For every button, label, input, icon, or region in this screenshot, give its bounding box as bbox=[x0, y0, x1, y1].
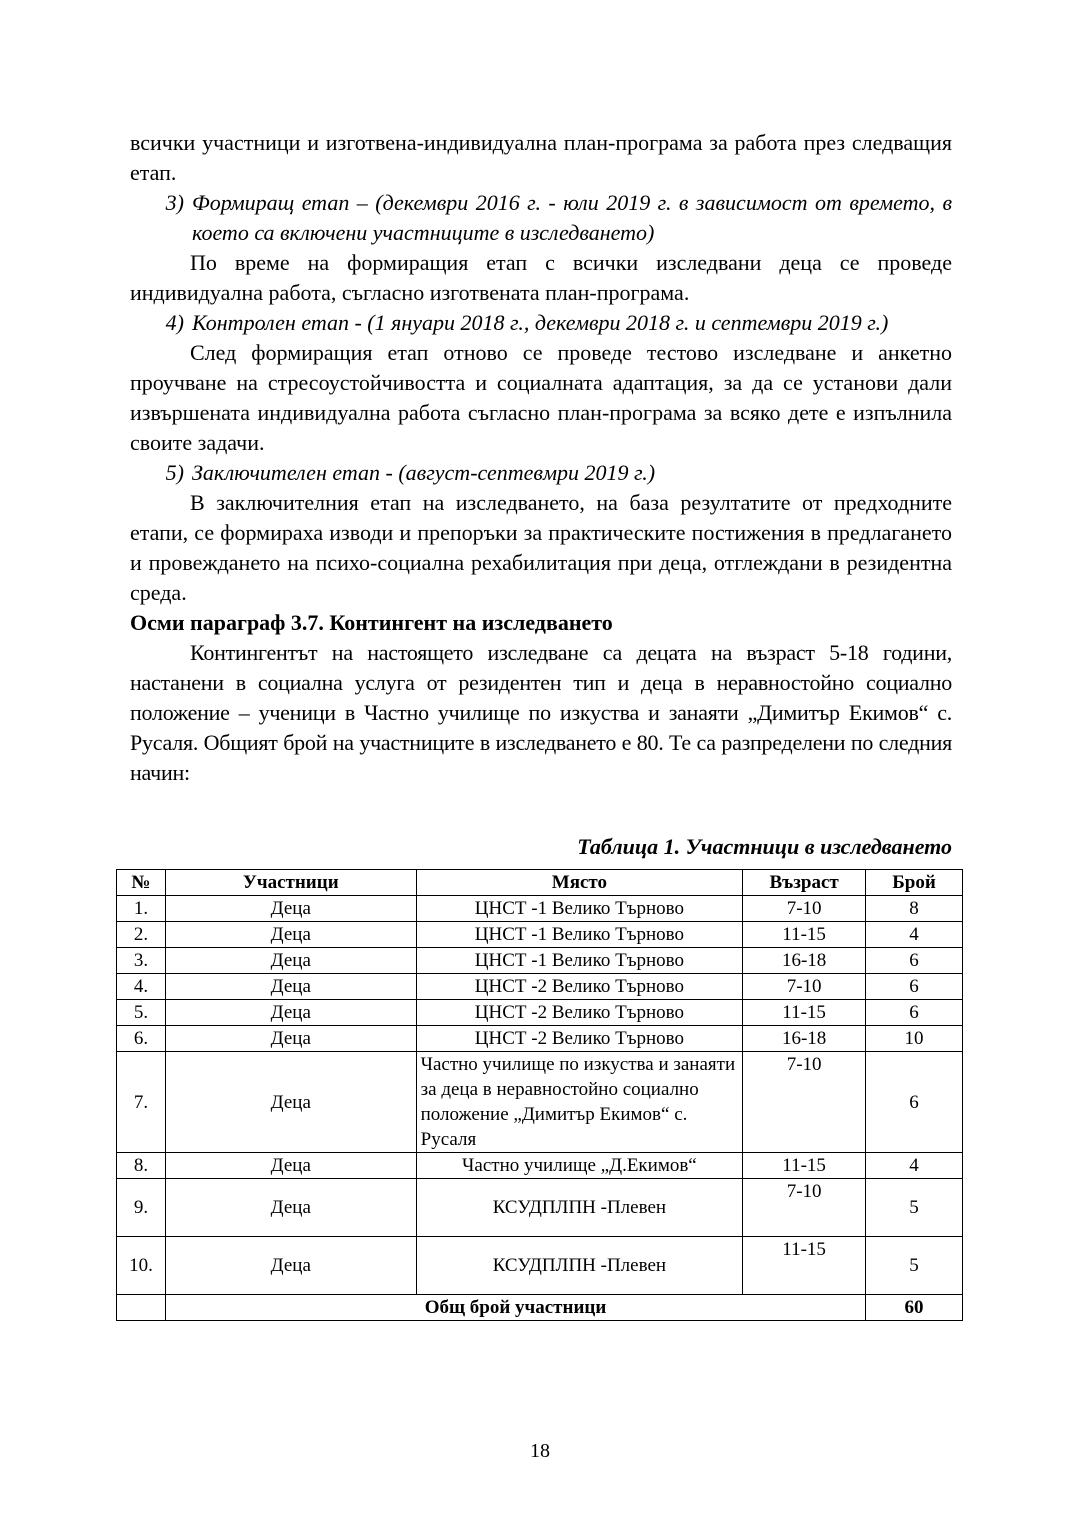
cell-count: 6 bbox=[866, 974, 963, 1000]
table-row bbox=[117, 1052, 963, 1153]
cell-count: 6 bbox=[866, 1052, 963, 1153]
paragraph-contingent: Контингентът на настоящето изследване са децата на възраст 5-18 години, настанени в социална услуга от резидентен тип и деца в неравностойно социално положение – ученици в Частно училище по изкуства и занаяти „Димитър Екимов“ с. Русаля. Общият брой на участниците в изследването е 80. Те са разпределени по следния начин: bbox=[130, 640, 952, 785]
cell-participants: Деца bbox=[165, 1026, 416, 1052]
cell-age: 16-18 bbox=[743, 948, 866, 974]
document-body bbox=[130, 128, 952, 788]
paragraph-formative: По време на формиращия етап с всички изследвани деца се проведе индивидуална работа, съгласно изготвената план-програма. bbox=[130, 250, 952, 305]
table-row bbox=[117, 1026, 963, 1052]
step-number: 4) bbox=[165, 310, 184, 335]
cell-participants: Деца bbox=[165, 1179, 416, 1237]
header-place: Място bbox=[416, 870, 743, 896]
table-row bbox=[117, 974, 963, 1000]
cell-age: 7-10 bbox=[743, 1179, 866, 1237]
cell-place: Частно училище по изкуства и занаяти за деца в неравностойно социално положение „Димитър Екимов“ с. Русаля bbox=[416, 1052, 743, 1153]
table-total-row bbox=[117, 1295, 963, 1321]
cell-participants: Деца bbox=[165, 1237, 416, 1295]
table-row bbox=[117, 1179, 963, 1237]
cell-num: 6. bbox=[117, 1026, 166, 1052]
total-label: Общ брой участници bbox=[165, 1295, 865, 1321]
cell-place: ЦНСТ -1 Велико Търново bbox=[416, 948, 743, 974]
cell-count: 4 bbox=[866, 922, 963, 948]
step-3 bbox=[130, 188, 952, 248]
cell-place: ЦНСТ -2 Велико Търново bbox=[416, 1000, 743, 1026]
cell-participants: Деца bbox=[165, 1052, 416, 1153]
paragraph-final: В заключителния етап на изследването, на база резултатите от предходните етапи, се формираха изводи и препоръки за практическите постижения в предлагането и провеждането на психо-социална рехабилитация при деца, отглеждани в резидентна среда. bbox=[130, 490, 952, 605]
table-row bbox=[117, 1237, 963, 1295]
cell-place: ЦНСТ -2 Велико Търново bbox=[416, 974, 743, 1000]
step-number: 5) bbox=[165, 460, 184, 485]
cell-place: КСУДПЛПН -Плевен bbox=[416, 1179, 743, 1237]
table-row bbox=[117, 922, 963, 948]
table-row bbox=[117, 1153, 963, 1179]
cell-place: КСУДПЛПН -Плевен bbox=[416, 1237, 743, 1295]
cell-num: 4. bbox=[117, 974, 166, 1000]
cell-age: 11-15 bbox=[743, 1237, 866, 1295]
cell-place: ЦНСТ -2 Велико Търново bbox=[416, 1026, 743, 1052]
cell-participants: Деца bbox=[165, 1000, 416, 1026]
step-4 bbox=[130, 308, 952, 338]
cell-empty bbox=[117, 1295, 166, 1321]
table-row bbox=[117, 948, 963, 974]
step-5 bbox=[130, 458, 952, 488]
header-num: № bbox=[117, 870, 166, 896]
table-header-row bbox=[117, 870, 963, 896]
cell-count: 10 bbox=[866, 1026, 963, 1052]
section-heading: Осми параграф 3.7. Контингент на изследването bbox=[130, 610, 613, 635]
step-text: Формиращ етап – (декември 2016 г. - юли 2019 г. в зависимост от времето, в което са включени участниците в изследването) bbox=[192, 190, 952, 245]
cell-num: 5. bbox=[117, 1000, 166, 1026]
total-value: 60 bbox=[866, 1295, 963, 1321]
cell-place: ЦНСТ -1 Велико Търново bbox=[416, 896, 743, 922]
header-age: Възраст bbox=[743, 870, 866, 896]
cell-age: 11-15 bbox=[743, 1153, 866, 1179]
cell-num: 7. bbox=[117, 1052, 166, 1153]
paragraph-intro: всички участници и изготвена-индивидуална план-програма за работа през следващия етап. bbox=[130, 130, 952, 185]
cell-age: 7-10 bbox=[743, 896, 866, 922]
participants-table bbox=[116, 869, 963, 1321]
paragraph-control: След формиращия етап отново се проведе тестово изследване и анкетно проучване на стресоустойчивостта и социалната адаптация, за да се установи дали извършената индивидуална работа съгласно план-програма за всяко дете е изпълнила своите задачи. bbox=[130, 340, 952, 455]
cell-participants: Деца bbox=[165, 896, 416, 922]
page-number: 18 bbox=[530, 1440, 550, 1462]
cell-count: 8 bbox=[866, 896, 963, 922]
step-number: 3) bbox=[165, 190, 184, 215]
cell-participants: Деца bbox=[165, 974, 416, 1000]
step-text: Заключителен етап - (август-септевмри 2019 г.) bbox=[192, 460, 656, 485]
cell-num: 8. bbox=[117, 1153, 166, 1179]
cell-age: 11-15 bbox=[743, 1000, 866, 1026]
cell-count: 5 bbox=[866, 1237, 963, 1295]
cell-count: 6 bbox=[866, 1000, 963, 1026]
cell-age: 11-15 bbox=[743, 922, 866, 948]
cell-num: 2. bbox=[117, 922, 166, 948]
cell-participants: Деца bbox=[165, 948, 416, 974]
table-row bbox=[117, 1000, 963, 1026]
step-text: Контролен етап - (1 януари 2018 г., декември 2018 г. и септември 2019 г.) bbox=[192, 310, 889, 335]
cell-place: Частно училище „Д.Екимов“ bbox=[416, 1153, 743, 1179]
cell-num: 10. bbox=[117, 1237, 166, 1295]
cell-participants: Деца bbox=[165, 922, 416, 948]
header-count: Брой bbox=[866, 870, 963, 896]
table-caption: Таблица 1. Участници в изследването bbox=[577, 834, 952, 859]
cell-num: 3. bbox=[117, 948, 166, 974]
cell-count: 4 bbox=[866, 1153, 963, 1179]
header-participants: Участници bbox=[165, 870, 416, 896]
cell-age: 16-18 bbox=[743, 1026, 866, 1052]
table-row bbox=[117, 896, 963, 922]
cell-num: 9. bbox=[117, 1179, 166, 1237]
cell-count: 5 bbox=[866, 1179, 963, 1237]
cell-num: 1. bbox=[117, 896, 166, 922]
cell-place: ЦНСТ -1 Велико Търново bbox=[416, 922, 743, 948]
cell-age: 7-10 bbox=[743, 974, 866, 1000]
cell-participants: Деца bbox=[165, 1153, 416, 1179]
cell-age: 7-10 bbox=[743, 1052, 866, 1153]
cell-count: 6 bbox=[866, 948, 963, 974]
